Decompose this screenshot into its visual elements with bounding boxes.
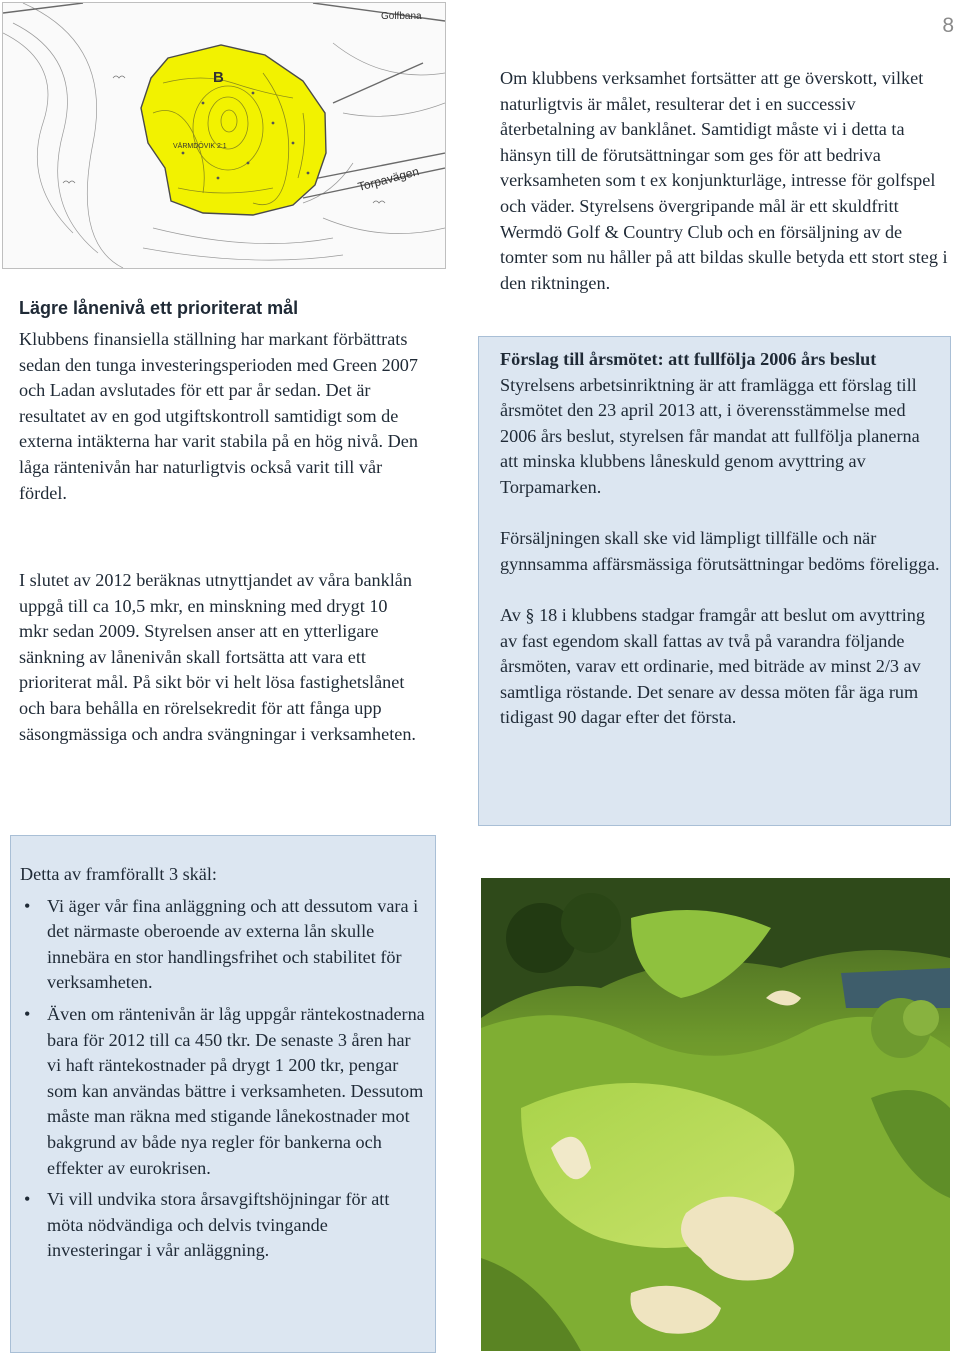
map-label-road: Torpavägen xyxy=(356,164,421,194)
property-map xyxy=(2,2,446,269)
page-number: 8 xyxy=(942,14,954,37)
loan-paragraph-2: I slutet av 2012 beräknas utnyttjandet av våra banklån uppgå till ca 10,5 mkr, en minskning med drygt 10 mkr sedan 2009. Styrelsen anser att en ytterligare sänkning av lånenivån skall fortsätta att vara ett prioriterat mål. På sikt bör vi helt lösa fastighetslånet och bara behålla en rörelsekredit för att fånga upp säsongmässiga och andra svängningar i verksamheten. xyxy=(19,570,416,744)
reasons-list xyxy=(20,894,425,1264)
list-item: • Vi äger vår fina anläggning och att dessutom vara i det närmaste oberoende av externa lån skulle innebära en stor handlingsfrihet och stabilitet för verksamheten. xyxy=(20,894,425,996)
list-item: • Även om räntenivån är låg uppgår räntekostnaderna bara för 2012 till ca 450 tkr. De senaste 3 åren har vi haft räntekostnader på drygt 1 200 tkr, pengar som kan användas bättre i verksamheten. Dessutom måste man räkna med stigande lånekostnader mot bakgrund av både nya regler för bankerna och effekter av eurokrisen. xyxy=(20,1002,425,1181)
proposal-heading: Förslag till årsmötet: att fullfölja 2006 års beslut xyxy=(500,349,877,369)
map-label-golfbana: Golfbana xyxy=(381,11,422,22)
proposal-paragraph-1: Styrelsens arbetsinriktning är att framlägga ett förslag till årsmötet den 23 april 2013 att, i överensstämmelse med 2006 års beslut, styrelsen får mandat att fullfölja planerna att minska klubbens låneskuld genom avyttring av Torpamarken. xyxy=(500,374,920,497)
loan-paragraph-1: Klubbens finansiella ställning har markant förbättrats sedan den tunga investeringsperioden med Green 2007 och Ladan avslutades för ett par år sedan. Det är resultatet av en god utgiftskontroll samtidigt som de externa intäkterna har varit stabila på en hög nivå. Den låga räntenivån har naturligtvis också varit till vår fördel. xyxy=(19,329,418,503)
section-heading-loan: Lägre lånenivå ett prioriterat mål xyxy=(19,298,299,318)
right-paragraph: Om klubbens verksamhet fortsätter att ge överskott, vilket naturligtvis är målet, resulterar det i en successiv återbetalning av banklånet. Samtidigt måste vi i detta ta hänsyn till de förutsättningar som ges för att bedriva verksamheten som t ex konjunkturläge, intresse för golfspel och väder. Styrelsens övergripande mål är ett skuldfritt Wermdö Golf & Country Club och en försäljning av de tomter som nu håller på att bildas skulle betyda ett stort steg i den riktningen. xyxy=(500,68,948,293)
list-item: • Vi vill undvika stora årsavgiftshöjningar för att möta nödvändiga och delvis tvingande investeringar i vår anläggning. xyxy=(20,1187,425,1264)
proposal-paragraph-2: Försäljningen skall ske vid lämpligt tillfälle och när gynnsamma affärsmässiga förutsättningar bedöms föreligga. xyxy=(500,528,940,574)
map-label-plot-name: VÄRMDÖVIK 2:1 xyxy=(173,143,227,150)
golf-course-image xyxy=(481,878,950,1351)
map-label-plot-b: B xyxy=(213,69,224,86)
reasons-intro: Detta av framförallt 3 skäl: xyxy=(20,864,217,884)
map-drawing xyxy=(3,3,445,268)
golf-course-photo xyxy=(481,878,950,1351)
proposal-box xyxy=(478,336,951,826)
reasons-box xyxy=(10,835,436,1353)
proposal-paragraph-3: Av § 18 i klubbens stadgar framgår att beslut om avyttring av fast egendom skall fattas av två på varandra följande årsmöten, varav ett ordinarie, med biträde av minst 2/3 av samtliga röstande. Det senare av dessa möten får äga rum tidigast 90 dagar efter det första. xyxy=(500,604,925,728)
